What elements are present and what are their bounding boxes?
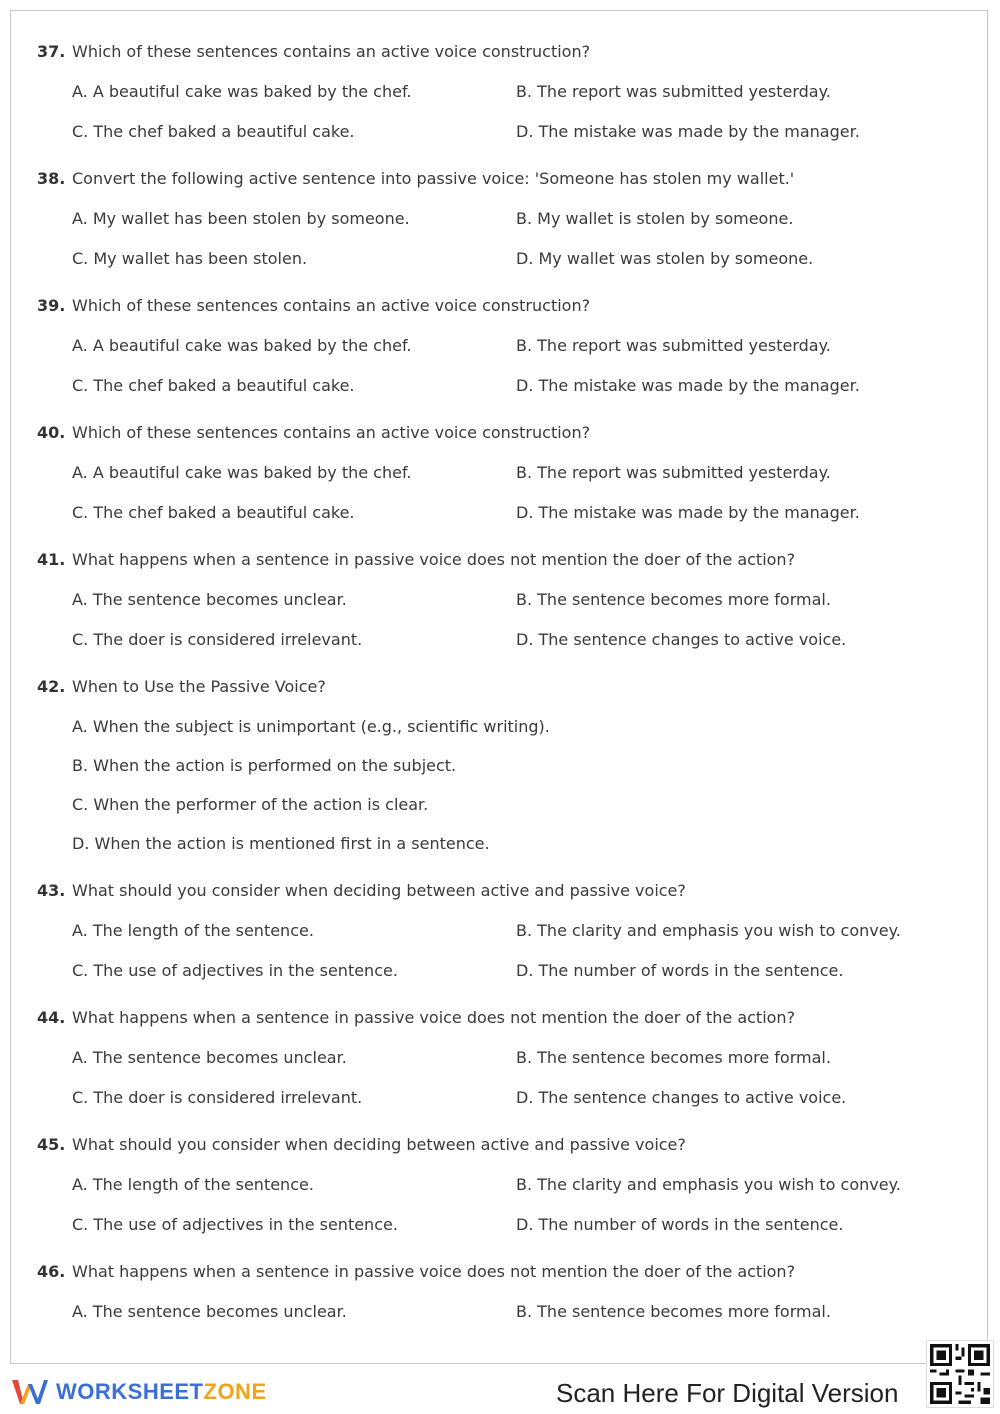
qr-code-icon[interactable] <box>926 1340 994 1408</box>
option-a: A. When the subject is unimportant (e.g., scientific writing). <box>72 717 550 736</box>
option-b: B. When the action is performed on the subject. <box>72 756 457 775</box>
option-b: B. The report was submitted yesterday. <box>516 336 831 355</box>
question-text: When to Use the Passive Voice? <box>72 677 326 696</box>
option-d: D. The mistake was made by the manager. <box>516 503 860 522</box>
question-number: 40. <box>37 423 66 442</box>
option-a: A. The length of the sentence. <box>72 1175 314 1194</box>
question-40 <box>37 422 987 524</box>
question-text: What happens when a sentence in passive voice does not mention the doer of the action? <box>72 550 796 569</box>
options <box>72 208 987 270</box>
logo-word-zone: ZONE <box>203 1379 267 1404</box>
question-text: Which of these sentences contains an active voice construction? <box>72 42 591 61</box>
question-number: 38. <box>37 169 66 188</box>
question-42 <box>37 676 987 855</box>
option-a: A. The sentence becomes unclear. <box>72 1302 347 1321</box>
option-d: D. The sentence changes to active voice. <box>516 630 847 649</box>
options <box>72 462 987 524</box>
options <box>72 589 987 651</box>
question-45 <box>37 1134 987 1236</box>
option-a: A. A beautiful cake was baked by the chef. <box>72 336 412 355</box>
question-41 <box>37 549 987 651</box>
option-d: D. The number of words in the sentence. <box>516 961 844 980</box>
option-a: A. The sentence becomes unclear. <box>72 590 347 609</box>
question-text: What should you consider when deciding between active and passive voice? <box>72 1135 686 1154</box>
option-d: D. My wallet was stolen by someone. <box>516 249 814 268</box>
options <box>72 335 987 397</box>
footer <box>0 1368 1000 1414</box>
question-text: Which of these sentences contains an active voice construction? <box>72 296 591 315</box>
option-c: C. When the performer of the action is clear. <box>72 795 429 814</box>
question-number: 37. <box>37 42 66 61</box>
option-d: D. The number of words in the sentence. <box>516 1215 844 1234</box>
options <box>72 920 987 982</box>
option-c: C. My wallet has been stolen. <box>72 249 308 268</box>
option-b: B. The sentence becomes more formal. <box>516 590 831 609</box>
option-c: C. The doer is considered irrelevant. <box>72 630 363 649</box>
option-d: D. When the action is mentioned first in a sentence. <box>72 834 490 853</box>
question-text: Convert the following active sentence into passive voice: 'Someone has stolen my wallet.' <box>72 169 795 188</box>
question-list <box>37 41 987 1348</box>
option-b: B. The report was submitted yesterday. <box>516 82 831 101</box>
option-a: A. A beautiful cake was baked by the chef. <box>72 463 412 482</box>
option-b: B. The clarity and emphasis you wish to convey. <box>516 1175 901 1194</box>
options <box>72 81 987 143</box>
option-a: A. The length of the sentence. <box>72 921 314 940</box>
question-44 <box>37 1007 987 1109</box>
option-c: C. The use of adjectives in the sentence. <box>72 961 398 980</box>
logo-w-icon <box>10 1376 50 1408</box>
question-text: Which of these sentences contains an active voice construction? <box>72 423 591 442</box>
question-number: 44. <box>37 1008 66 1027</box>
question-text: What happens when a sentence in passive voice does not mention the doer of the action? <box>72 1262 796 1281</box>
options <box>72 1174 987 1236</box>
logo-text <box>56 1379 267 1405</box>
question-38 <box>37 168 987 270</box>
question-number: 42. <box>37 677 66 696</box>
question-46 <box>37 1261 987 1323</box>
question-text: What happens when a sentence in passive voice does not mention the doer of the action? <box>72 1008 796 1027</box>
question-37 <box>37 41 987 143</box>
option-b: B. My wallet is stolen by someone. <box>516 209 794 228</box>
question-43 <box>37 880 987 982</box>
option-a: A. A beautiful cake was baked by the chef. <box>72 82 412 101</box>
worksheetzone-logo[interactable] <box>10 1376 267 1408</box>
option-d: D. The mistake was made by the manager. <box>516 376 860 395</box>
option-d: D. The sentence changes to active voice. <box>516 1088 847 1107</box>
question-number: 41. <box>37 550 66 569</box>
option-c: C. The chef baked a beautiful cake. <box>72 122 355 141</box>
option-c: C. The chef baked a beautiful cake. <box>72 376 355 395</box>
logo-word-worksheet: WORKSHEET <box>56 1379 204 1404</box>
worksheet-page <box>10 10 988 1364</box>
option-c: C. The doer is considered irrelevant. <box>72 1088 363 1107</box>
option-b: B. The sentence becomes more formal. <box>516 1302 831 1321</box>
option-a: A. The sentence becomes unclear. <box>72 1048 347 1067</box>
question-number: 43. <box>37 881 66 900</box>
scan-instruction: Scan Here For Digital Version <box>556 1378 899 1408</box>
option-c: C. The chef baked a beautiful cake. <box>72 503 355 522</box>
options <box>72 1047 987 1109</box>
option-b: B. The clarity and emphasis you wish to convey. <box>516 921 901 940</box>
option-c: C. The use of adjectives in the sentence. <box>72 1215 398 1234</box>
question-number: 46. <box>37 1262 66 1281</box>
question-number: 39. <box>37 296 66 315</box>
options <box>72 716 987 855</box>
question-text: What should you consider when deciding between active and passive voice? <box>72 881 686 900</box>
option-b: B. The sentence becomes more formal. <box>516 1048 831 1067</box>
option-a: A. My wallet has been stolen by someone. <box>72 209 410 228</box>
option-b: B. The report was submitted yesterday. <box>516 463 831 482</box>
question-number: 45. <box>37 1135 66 1154</box>
question-39 <box>37 295 987 397</box>
option-d: D. The mistake was made by the manager. <box>516 122 860 141</box>
options <box>72 1301 987 1323</box>
